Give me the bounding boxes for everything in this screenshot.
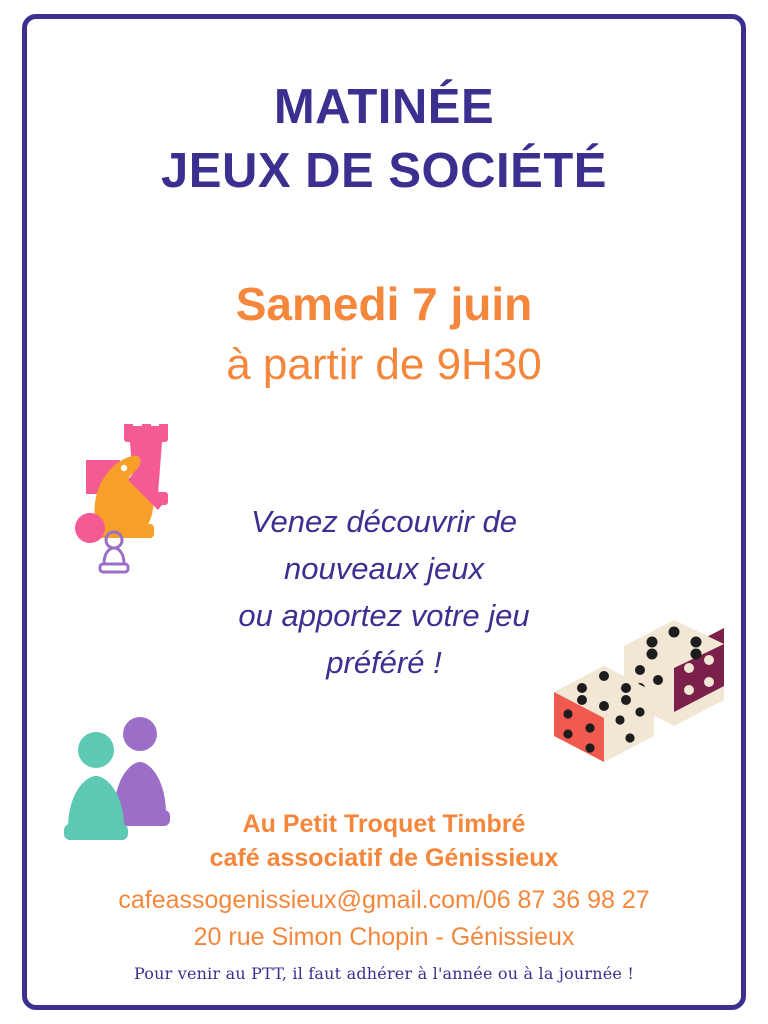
venue-name-line2: café associatif de Génissieux <box>209 843 559 872</box>
membership-note: Pour venir au PTT, il faut adhérer à l'année ou à la journée ! <box>133 964 635 984</box>
venue-name-line1: Au Petit Troquet Timbré <box>242 810 526 838</box>
poster-title-line1: MATINÉE <box>273 80 495 134</box>
event-time: à partir de 9H30 <box>226 339 542 389</box>
contact-info: cafeassogenissieux@gmail.com/06 87 36 98 27 <box>118 885 650 914</box>
poster-title-line2: JEUX DE SOCIÉTÉ <box>161 143 607 198</box>
body-block <box>0 498 768 686</box>
event-date: Samedi 7 juin <box>235 278 533 330</box>
venue-block <box>0 808 768 983</box>
title-block <box>0 76 768 203</box>
body-line1: Venez découvrir de <box>251 504 517 539</box>
date-block <box>0 278 768 392</box>
body-line2: nouveaux jeux <box>284 551 484 587</box>
body-line4: préféré ! <box>326 645 442 681</box>
venue-address: 20 rue Simon Chopin - Génissieux <box>193 923 575 951</box>
body-line3: ou apportez votre jeu <box>238 598 530 634</box>
